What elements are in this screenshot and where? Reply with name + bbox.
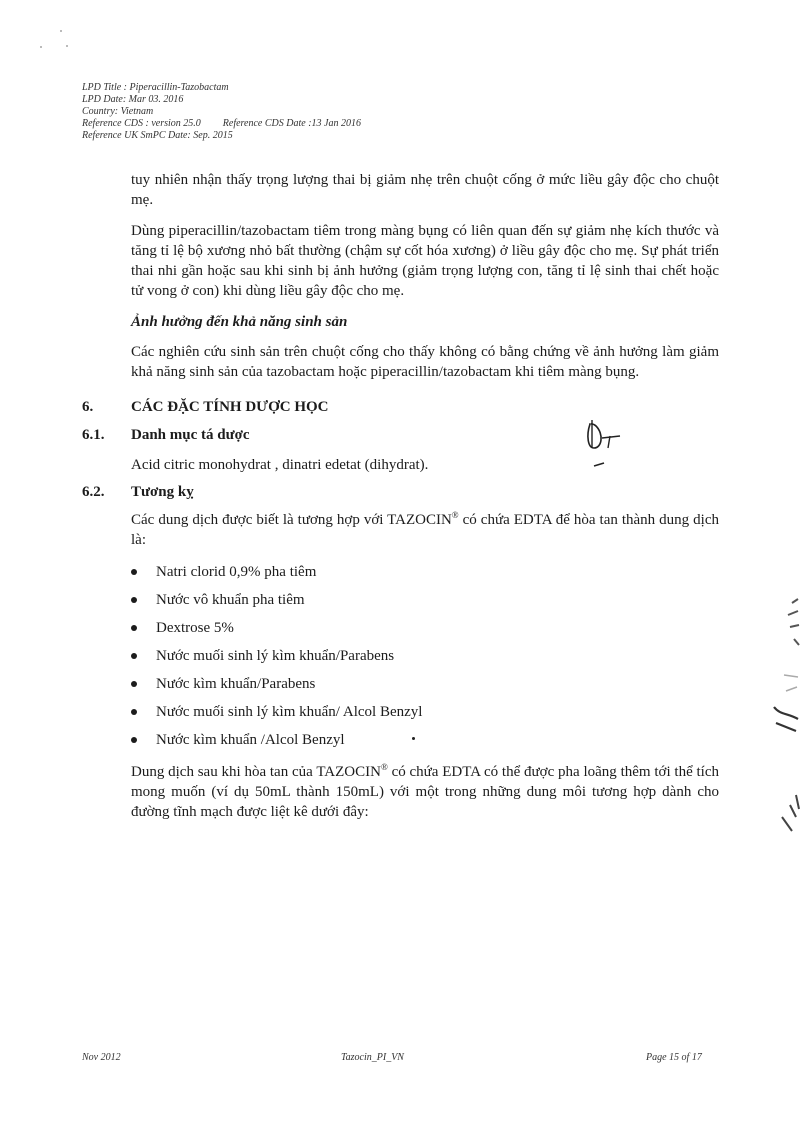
bullet-icon	[131, 569, 137, 575]
excipients-text: Acid citric monohydrat , dinatri edetat (dihydrat).	[131, 457, 429, 473]
list-item	[131, 618, 719, 646]
dilution-paragraph	[131, 762, 719, 822]
bullet-icon	[131, 709, 137, 715]
list-item	[131, 730, 719, 758]
paragraph-intraperitoneal: Dùng piperacillin/tazobactam tiêm trong màng bụng có liên quan đến sự giảm nhẹ kích thước và tăng tỉ lệ bộ xương nhỏ bất thường (chậm sự cốt hóa xương) ở liều gây độc cho mẹ. Sự phát triển thai nhi gần hoặc sau khi sinh bị ảnh hưởng (giảm trọng lượng con, tăng tỉ lệ sinh thai chết hoặc tử vong ở con) khi dùng liều gây độc cho mẹ.	[131, 223, 719, 299]
lpd-title: LPD Title : Piperacillin-Tazobactam	[82, 82, 229, 93]
list-item	[131, 674, 719, 702]
reference-cds-row	[82, 118, 361, 130]
intro-text-b: có chứa EDTA để hòa tan thành dung dịch là:	[131, 512, 719, 548]
dilution-text-a: Dung dịch sau khi hòa tan của TAZOCIN	[131, 764, 381, 780]
compatibility-intro	[131, 510, 719, 833]
list-item	[131, 702, 719, 730]
registered-mark: ®	[451, 510, 459, 520]
stamp-fragment-icon	[770, 595, 800, 845]
list-item-text: Nước muối sinh lý kìm khuẩn/Parabens	[156, 648, 395, 664]
list-item-text: Nước muối sinh lý kìm khuẩn/ Alcol Benzyl	[156, 704, 423, 720]
list-item	[131, 646, 719, 674]
footer-page-number: Page 15 of 17	[646, 1052, 702, 1063]
lpd-date: LPD Date: Mar 03. 2016	[82, 94, 184, 105]
body-text	[131, 170, 719, 393]
registered-mark: ®	[380, 762, 388, 772]
ink-dot	[412, 737, 415, 740]
country: Country: Vietnam	[82, 106, 154, 117]
list-item-text: Nước kìm khuẩn /Alcol Benzyl	[156, 732, 345, 748]
bullet-icon	[131, 737, 137, 743]
reference-cds-date: Reference CDS Date :13 Jan 2016	[222, 118, 361, 129]
list-item-text: Natri clorid 0,9% pha tiêm	[156, 564, 317, 580]
list-item	[131, 590, 719, 618]
bullet-icon	[131, 597, 137, 603]
list-item-text: Dextrose 5%	[156, 620, 234, 636]
paragraph-fetal-weight: tuy nhiên nhận thấy trọng lượng thai bị giảm nhẹ trên chuột cống ở mức liều gây độc cho chuột mẹ.	[131, 172, 719, 208]
section-6-1-title: Danh mục tá dược	[131, 427, 250, 443]
bullet-icon	[131, 681, 137, 687]
list-item-text: Nước kìm khuẩn/Parabens	[156, 676, 316, 692]
section-6-2-title: Tương kỵ	[131, 484, 194, 500]
handwritten-initials	[584, 418, 624, 474]
footer-date: Nov 2012	[82, 1052, 121, 1063]
section-6-2-number: 6.2.	[82, 484, 105, 500]
document-header	[82, 82, 361, 142]
section-6-title: CÁC ĐẶC TÍNH DƯỢC HỌC	[131, 399, 329, 415]
subheading-fertility: Ảnh hưởng đến khả năng sinh sản	[131, 314, 348, 330]
reference-uk-smpc: Reference UK SmPC Date: Sep. 2015	[82, 130, 233, 141]
list-item	[131, 562, 719, 590]
reference-cds: Reference CDS : version 25.0	[82, 118, 201, 129]
scan-speck	[40, 46, 42, 48]
footer-document-id: Tazocin_PI_VN	[341, 1052, 404, 1063]
section-6-number: 6.	[82, 399, 94, 415]
section-6-1-number: 6.1.	[82, 427, 105, 443]
scan-speck	[60, 30, 62, 32]
bullet-icon	[131, 653, 137, 659]
intro-text-a: Các dung dịch được biết là tương hợp với TAZOCIN	[131, 512, 452, 528]
bullet-icon	[131, 625, 137, 631]
list-item-text: Nước vô khuẩn pha tiêm	[156, 592, 305, 608]
scan-speck	[66, 45, 68, 47]
dilution-text-b: có chứa EDTA có thể được pha loãng thêm tới thể tích mong muốn (ví dụ 50mL thành 150mL) với một trong những dung môi tương hợp dành cho đường tĩnh mạch được liệt kê dưới đây:	[131, 764, 719, 820]
paragraph-fertility: Các nghiên cứu sinh sản trên chuột cống cho thấy không có bằng chứng về ảnh hưởng làm giảm khả năng sinh sản của tazobactam hoặc piperacillin/tazobactam khi tiêm màng bụng.	[131, 344, 719, 380]
compatibility-intro-text	[131, 510, 719, 550]
compatible-solutions-list	[131, 562, 719, 758]
